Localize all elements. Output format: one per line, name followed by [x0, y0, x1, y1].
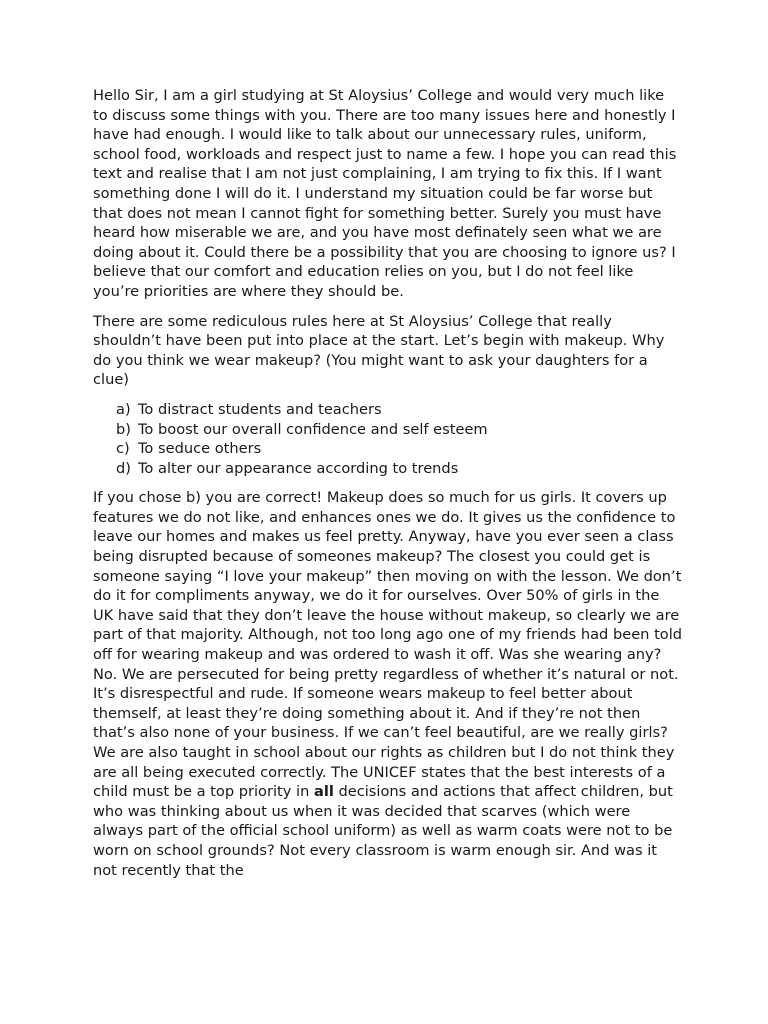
list-item-text: To alter our appearance according to trends — [138, 459, 459, 477]
paragraph-makeup-text-start: If you chose b) you are correct! Makeup does so much for us girls. It covers up features we do not like, and enhances ones we do. It gives us the confidence to leave our homes and makes us feel pretty. Anyway, have you ever seen a class being disrupted because of someones makeup? The closest you could get is someone saying “I love your makeup” then moving on with the lesson. We don’t do it for compliments anyway, we do it for ourselves. Over 50% of girls in the UK have said that they don’t leave the house without makeup, so clearly we are part of that majority. Although, not too long ago one of my friends had been told off for wearing makeup and was ordered to wash it off. Was she wearing any? No. We are persecuted for being pretty regardless of whether it’s natural or not. It’s disrespectful and rude. If someone wears makeup to feel better about themself, at least they’re doing something about it. And if they’re not then that’s also none of your business. If we can’t feel beautiful, are we really girls? We are also taught in school about our rights as children but I do not think they are all being executed correctly. The UNICEF states that the best interests of a child must be a top priority in — [93, 489, 683, 801]
list-item — [116, 420, 683, 440]
list-item-letter: d) — [116, 459, 131, 477]
list-item-text: To seduce others — [138, 440, 262, 458]
list-item-text: To boost our overall confidence and self esteem — [138, 420, 488, 438]
list-item — [116, 439, 683, 459]
paragraph-makeup — [93, 488, 683, 880]
list-item — [116, 400, 683, 420]
paragraph-makeup-bold-word: all — [313, 783, 334, 801]
makeup-choices-list — [93, 400, 683, 478]
paragraph-intro: Hello Sir, I am a girl studying at St Aloysius’ College and would very much like to discuss some things with you. There are too many issues here and honestly I have had enough. I would like to talk about our unnecessary rules, uniform, school food, workloads and respect just to name a few. I hope you can read this text and realise that I am not just complaining, I am trying to fix this. If I want something done I will do it. I understand my situation could be far worse but that does not mean I cannot fight for something better. Surely you must have heard how miserable we are, and you have most definately seen what we are doing about it. Could there be a possibility that you are choosing to ignore us? I believe that our comfort and education relies on you, but I do not feel like you’re priorities are where they should be. — [93, 87, 677, 300]
list-item-letter: b) — [116, 420, 131, 438]
document-page — [93, 86, 683, 890]
list-item-letter: c) — [116, 440, 130, 458]
list-item-text: To distract students and teachers — [138, 400, 382, 418]
list-item — [116, 459, 683, 479]
list-item-letter: a) — [116, 400, 131, 418]
paragraph-makeup-text-end: decisions and actions that affect children, but who was thinking about us when it was decided that scarves (which were always part of the official school uniform) as well as warm coats were not to be worn on school grounds? Not every classroom is warm enough sir. And was it not recently that the — [93, 783, 673, 879]
paragraph-rules: There are some rediculous rules here at St Aloysius’ College that really shouldn’t have been put into place at the start. Let’s begin with makeup. Why do you think we wear makeup? (You might want to ask your daughters for a clue) — [93, 312, 665, 389]
